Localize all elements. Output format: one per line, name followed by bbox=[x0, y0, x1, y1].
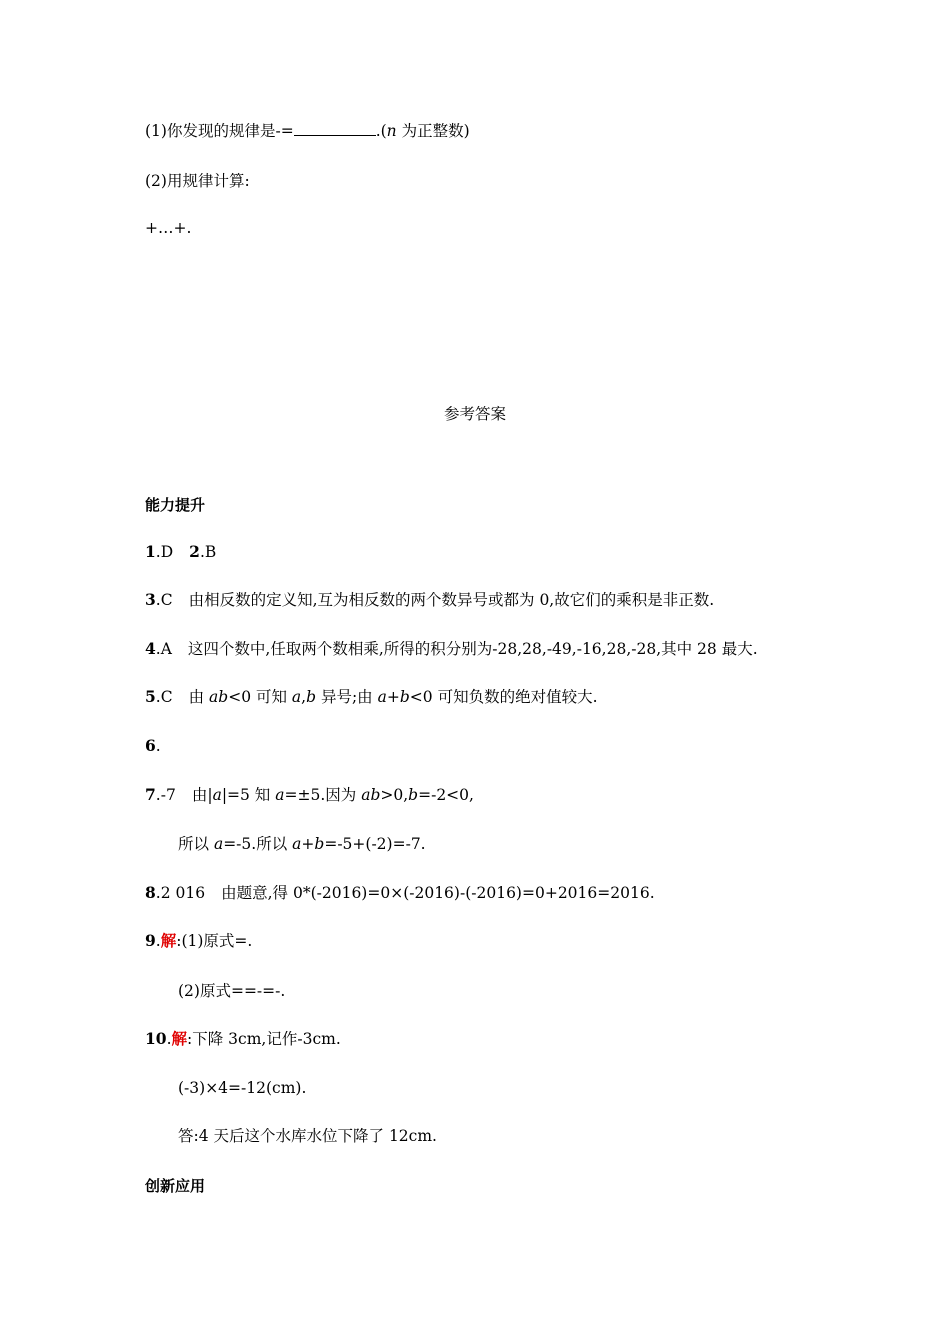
item-number: 7 bbox=[145, 785, 156, 804]
item-dot: . bbox=[155, 932, 161, 950]
var: ab bbox=[361, 786, 381, 804]
item-answer: .C bbox=[155, 591, 173, 609]
item-number: 1 bbox=[145, 542, 156, 561]
text: =-5+(-2)=-7. bbox=[324, 835, 426, 853]
text: (2)原式==-=-. bbox=[178, 982, 286, 1000]
answer-item-6 bbox=[145, 736, 161, 756]
item-answer: .2 016 bbox=[155, 884, 206, 902]
text: 所以 bbox=[178, 835, 214, 853]
answer-item-7-line-2 bbox=[178, 834, 426, 854]
answer-item-7 bbox=[145, 785, 474, 805]
solution-label: 解 bbox=[171, 1029, 188, 1048]
text: , bbox=[301, 688, 307, 706]
item-answer: .B bbox=[199, 543, 217, 561]
item-explanation: 由题意,得 0*(-2016)=0×(-2016)-(-2016)=0+2016=2016. bbox=[221, 884, 655, 902]
var: b bbox=[306, 688, 317, 706]
text: =±5.因为 bbox=[284, 786, 362, 804]
text: =-5.所以 bbox=[223, 835, 293, 853]
question-1-line bbox=[145, 121, 470, 141]
item-explanation: 这四个数中,任取两个数相乘,所得的积分别为-28,28,-49,-16,28,-28,其中 28 最大. bbox=[187, 640, 758, 658]
text: (-3)×4=-12(cm). bbox=[178, 1079, 307, 1097]
var: b bbox=[314, 835, 325, 853]
var: a bbox=[377, 688, 387, 706]
item-dot: . bbox=[155, 737, 161, 755]
section-heading-ability: 能力提升 bbox=[145, 496, 206, 514]
text: <0 可知 bbox=[228, 688, 292, 706]
answers-title: 参考答案 bbox=[443, 405, 506, 423]
text: =-2<0, bbox=[418, 786, 474, 804]
item-number: 9 bbox=[145, 931, 156, 950]
q2-text: (2)用规律计算: bbox=[145, 172, 250, 190]
q1-suffix: .( bbox=[375, 122, 387, 140]
item-number: 10 bbox=[145, 1029, 167, 1048]
var: b bbox=[408, 786, 419, 804]
item-number: 3 bbox=[145, 590, 156, 609]
text: + bbox=[301, 835, 315, 853]
answer-item-4 bbox=[145, 639, 758, 659]
solution-label: 解 bbox=[160, 931, 177, 950]
answer-item-8 bbox=[145, 883, 655, 903]
answer-item-5 bbox=[145, 687, 598, 707]
var: a bbox=[275, 786, 285, 804]
item-explanation: :(1)原式=. bbox=[176, 932, 253, 950]
answer-item-10-line-3 bbox=[178, 1126, 437, 1146]
item-number: 8 bbox=[145, 883, 156, 902]
text: >0, bbox=[380, 786, 409, 804]
text: <0 可知负数的绝对值较大. bbox=[409, 688, 598, 706]
q1-variable-n: n bbox=[386, 122, 397, 140]
answer-blank bbox=[294, 121, 376, 136]
section-heading-innovation: 创新应用 bbox=[145, 1177, 206, 1195]
answer-item-10 bbox=[145, 1029, 341, 1049]
item-number: 6 bbox=[145, 736, 156, 755]
var: a bbox=[291, 688, 302, 706]
text: 异号;由 bbox=[316, 688, 378, 706]
q1-prefix: (1)你发现的规律是-= bbox=[145, 122, 294, 140]
q2-expr: +…+. bbox=[145, 219, 192, 237]
var: a bbox=[213, 835, 224, 853]
var: a bbox=[212, 786, 222, 804]
answer-item-10-line-2 bbox=[178, 1078, 306, 1098]
q1-tail: 为正整数) bbox=[401, 122, 470, 140]
item-answer: .D bbox=[155, 543, 174, 561]
item-dot: . bbox=[166, 1030, 172, 1048]
var: ab bbox=[209, 688, 229, 706]
answer-item-3 bbox=[145, 590, 714, 610]
var: a bbox=[292, 835, 302, 853]
item-explanation: :下降 3cm,记作-3cm. bbox=[187, 1030, 341, 1048]
item-number: 4 bbox=[145, 639, 156, 658]
question-2-line bbox=[145, 171, 250, 191]
item-answer: .A bbox=[155, 640, 172, 658]
item-answer: .-7 bbox=[155, 786, 176, 804]
item-number: 5 bbox=[145, 687, 156, 706]
answer-item-9-line-2 bbox=[178, 981, 285, 1001]
text: + bbox=[386, 688, 400, 706]
var: b bbox=[399, 688, 410, 706]
text: 答:4 天后这个水库水位下降了 12cm. bbox=[178, 1127, 437, 1145]
text: |=5 知 bbox=[221, 786, 276, 804]
question-2-expression bbox=[145, 218, 191, 238]
text: 由 bbox=[188, 688, 210, 706]
answer-item-1-2 bbox=[145, 542, 216, 562]
item-number: 2 bbox=[189, 542, 200, 561]
item-explanation: 由相反数的定义知,互为相反数的两个数异号或都为 0,故它们的乘积是非正数. bbox=[188, 591, 715, 609]
text: 由| bbox=[191, 786, 213, 804]
item-answer: .C bbox=[155, 688, 173, 706]
answer-item-9 bbox=[145, 931, 252, 951]
